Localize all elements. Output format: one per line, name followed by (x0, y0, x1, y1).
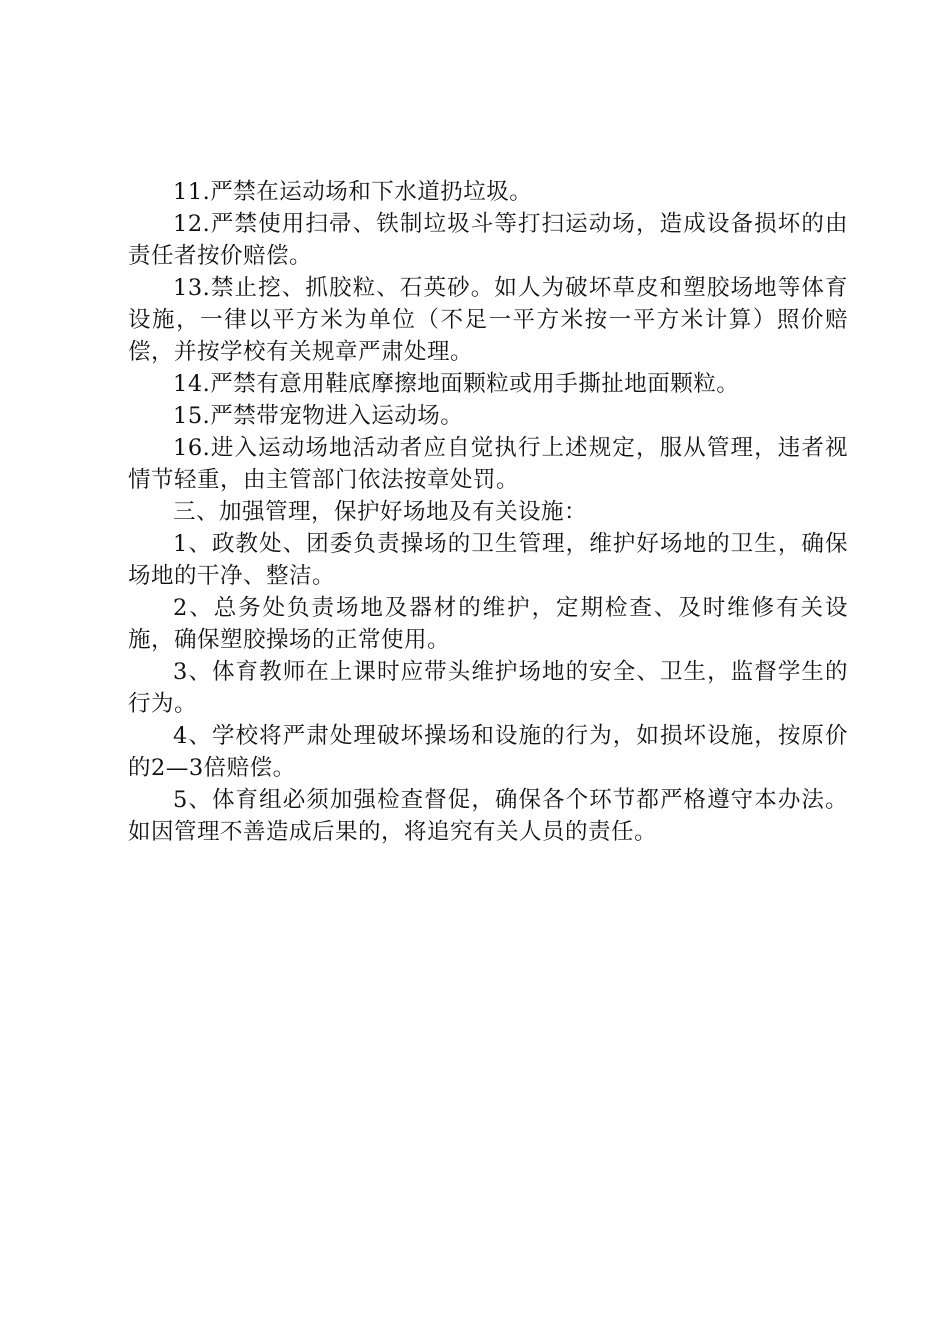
rule-11-paragraph: 11.严禁在运动场和下水道扔垃圾。 (173, 179, 533, 205)
document-body (128, 176, 848, 848)
rule-13-paragraph: 13.禁止挖、抓胶粒、石英砂。如人为破坏草皮和塑胶场地等体育设施，一律以平方米为单位（不足一平方米按一平方米计算）照价赔偿，并按学校有关规章严肃处理。 (128, 275, 848, 365)
rule-14-paragraph: 14.严禁有意用鞋底摩擦地面颗粒或用手撕扯地面颗粒。 (173, 371, 740, 397)
management-item-4: 4、学校将严肃处理破坏操场和设施的行为，如损坏设施，按原价的2—3倍赔偿。 (128, 723, 848, 781)
management-item-1: 1、政教处、团委负责操场的卫生管理，维护好场地的卫生，确保场地的干净、整洁。 (128, 531, 848, 589)
rule-12-paragraph: 12.严禁使用扫帚、铁制垃圾斗等打扫运动场，造成设备损坏的由责任者按价赔偿。 (128, 211, 848, 269)
section-three-heading: 三、加强管理，保护好场地及有关设施： (173, 499, 588, 525)
rule-15-paragraph: 15.严禁带宠物进入运动场。 (173, 403, 464, 429)
rule-16-paragraph: 16.进入运动场地活动者应自觉执行上述规定，服从管理，违者视情节轻重，由主管部门依法按章处罚。 (128, 435, 848, 493)
management-item-3: 3、体育教师在上课时应带头维护场地的安全、卫生，监督学生的行为。 (128, 659, 848, 717)
management-item-2: 2、总务处负责场地及器材的维护，定期检查、及时维修有关设施，确保塑胶操场的正常使用。 (128, 595, 848, 653)
management-item-5: 5、体育组必须加强检查督促，确保各个环节都严格遵守本办法。如因管理不善造成后果的，将追究有关人员的责任。 (128, 787, 848, 845)
